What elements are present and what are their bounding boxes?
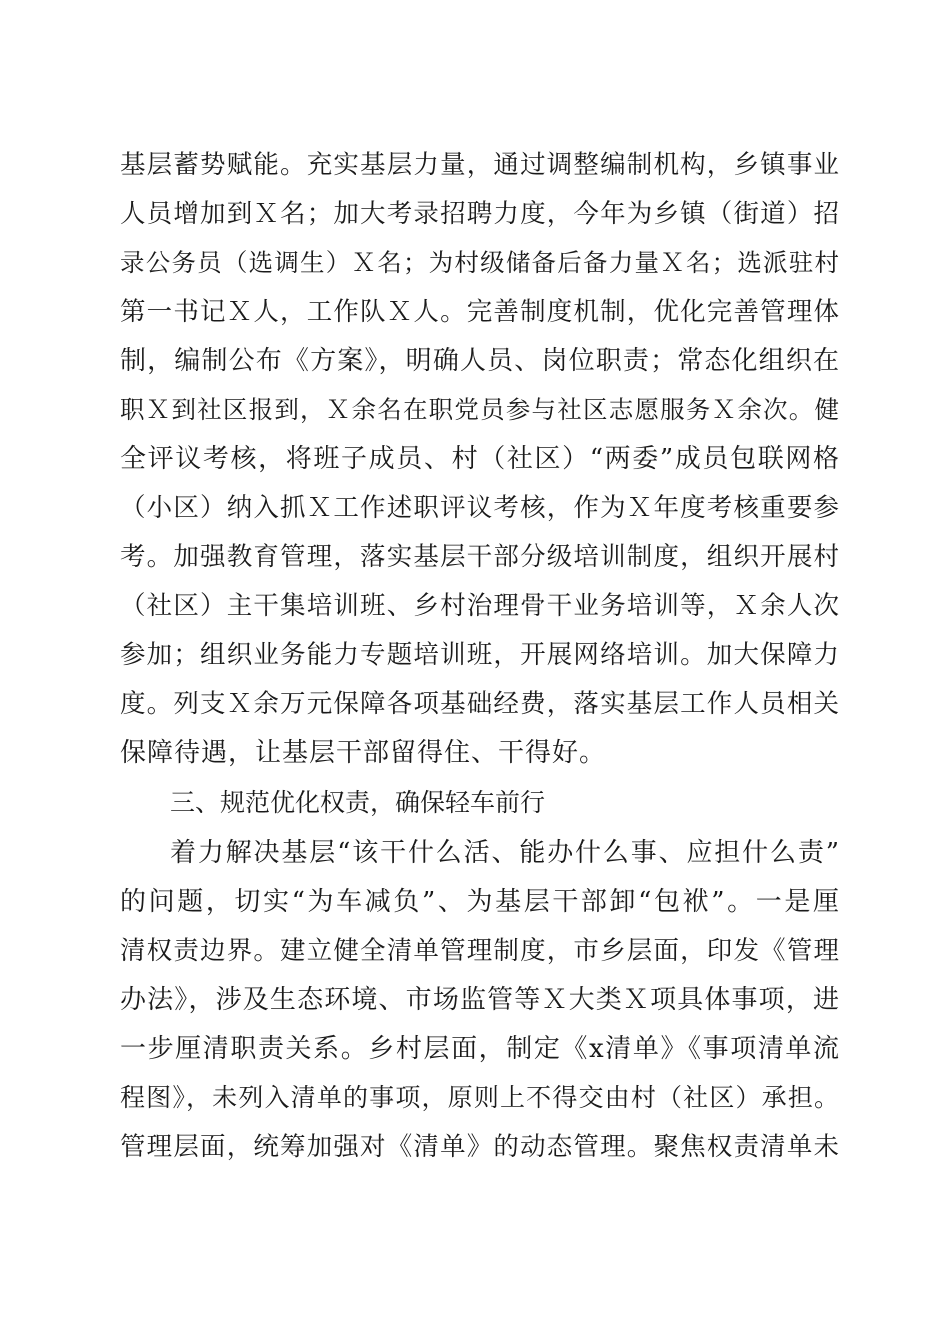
paragraph-1-line-13: 保障待遇，让基层干部留得住、干得好。 bbox=[120, 738, 607, 768]
paragraph-2-line-5: 一步厘清职责关系。乡村层面，制定《x清单》《事项清单流 bbox=[120, 1034, 840, 1064]
paragraph-2-line-7: 管理层面，统筹加强对《清单》的动态管理。聚焦权责清单未 bbox=[120, 1132, 840, 1162]
section-heading: 三、规范优化权责，确保轻车前行 bbox=[170, 788, 546, 817]
paragraph-1-line-3: 录公务员（选调生）Ｘ名；为村级储备后备力量Ｘ名；选派驻村 bbox=[120, 248, 840, 277]
paragraph-1-line-12: 度。列支Ｘ余万元保障各项基础经费，落实基层工作人员相关 bbox=[120, 689, 840, 719]
paragraph-1-line-4: 第一书记Ｘ人，工作队Ｘ人。完善制度机制，优化完善管理体 bbox=[120, 297, 840, 327]
paragraph-2-line-3: 清权责边界。建立健全清单管理制度，市乡层面，印发《管理 bbox=[120, 936, 840, 966]
paragraph-1-line-2: 人员增加到Ｘ名；加大考录招聘力度，今年为乡镇（街道）招 bbox=[120, 199, 840, 229]
paragraph-1-line-1: 基层蓄势赋能。充实基层力量，通过调整编制机构，乡镇事业 bbox=[120, 150, 840, 180]
paragraph-1-line-5: 制，编制公布《方案》，明确人员、岗位职责；常态化组织在 bbox=[120, 346, 840, 376]
paragraph-2-line-4: 办法》，涉及生态环境、市场监管等Ｘ大类Ｘ项具体事项，进 bbox=[120, 985, 840, 1015]
paragraph-1-line-10: （社区）主干集培训班、乡村治理骨干业务培训等，Ｘ余人次 bbox=[120, 591, 840, 621]
paragraph-1-line-11: 参加；组织业务能力专题培训班，开展网络培训。加大保障力 bbox=[120, 640, 840, 670]
paragraph-1-line-9: 考。加强教育管理，落实基层干部分级培训制度，组织开展村 bbox=[120, 542, 840, 572]
paragraph-1-line-7: 全评议考核，将班子成员、村（社区）“两委”成员包联网格 bbox=[120, 444, 840, 474]
paragraph-2-line-6: 程图》，未列入清单的事项，原则上不得交由村（社区）承担。 bbox=[120, 1083, 840, 1112]
paragraph-2-line-2: 的问题，切实“为车减负”、为基层干部卸“包袱”。一是厘 bbox=[120, 887, 840, 917]
paragraph-1-line-8: （小区）纳入抓Ｘ工作述职评议考核，作为Ｘ年度考核重要参 bbox=[120, 493, 840, 523]
paragraph-2-line-1: 着力解决基层“该干什么活、能办什么事、应担什么责” bbox=[170, 838, 840, 868]
paragraph-1-line-6: 职Ｘ到社区报到，Ｘ余名在职党员参与社区志愿服务Ｘ余次。健 bbox=[120, 395, 840, 424]
